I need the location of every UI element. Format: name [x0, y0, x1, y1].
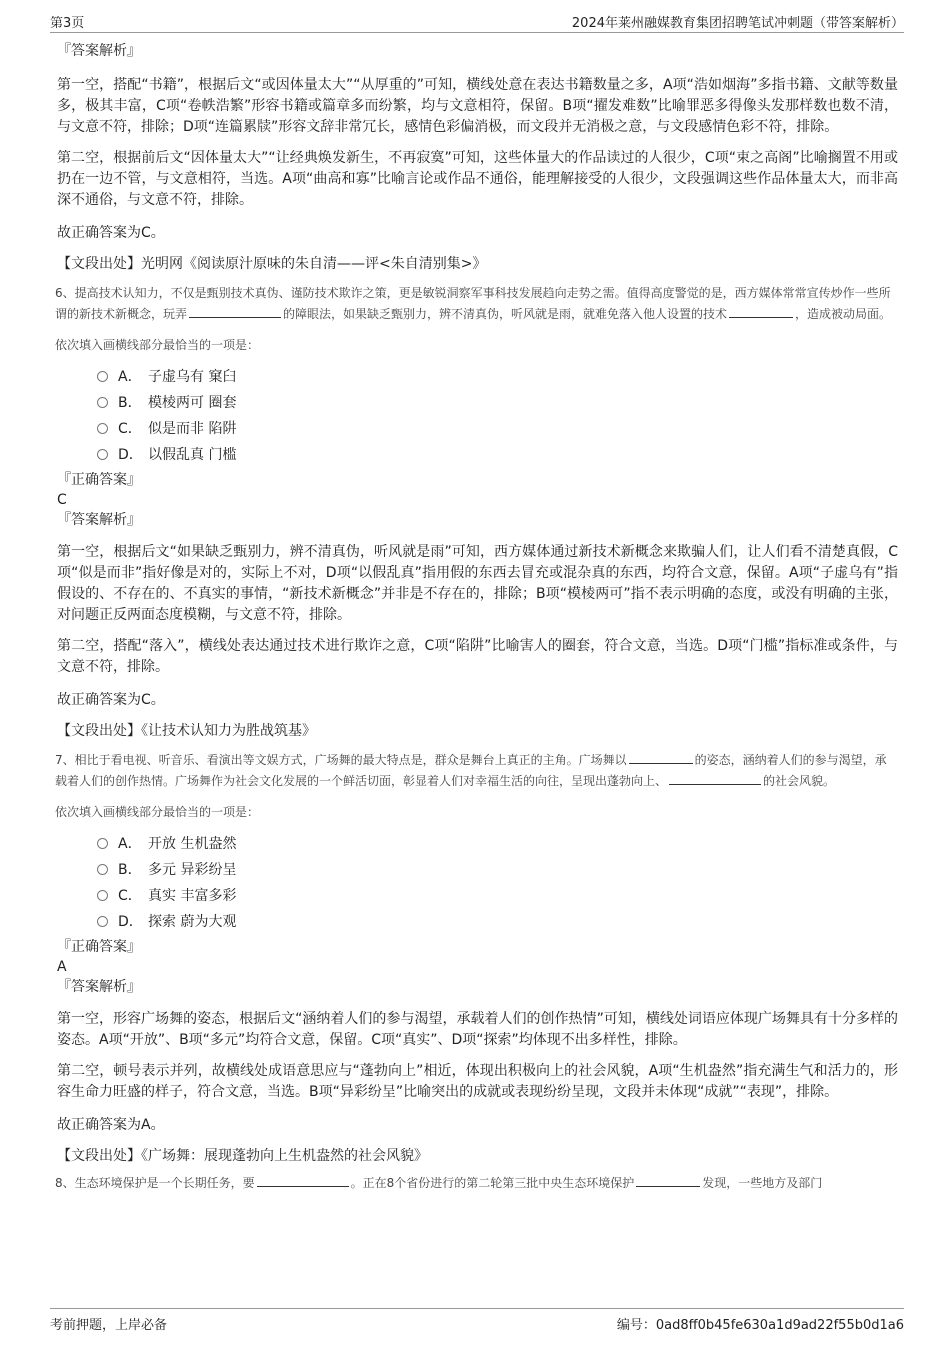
radio-icon[interactable]	[97, 449, 108, 460]
correct-answer-value: C	[57, 492, 67, 508]
page-footer	[50, 1308, 904, 1331]
analysis-label: 『答案解析』	[57, 512, 141, 528]
answer-blank	[636, 1173, 700, 1187]
radio-icon[interactable]	[97, 423, 108, 434]
conclusion: 故正确答案为C。	[57, 225, 165, 241]
analysis-paragraph: 第一空，形容广场舞的姿态，根据后文“涵纳着人们的参与渴望，承载着人们的创作热情”可知，横线处词语应体现广场舞具有十分多样的姿态。A项“开放”、B项“多元”均符合文意，保留。C项“真实”、D项“探索”均体现不出多样性，排除。	[57, 1011, 898, 1048]
question-6-stem: 6、提高技术认知力，不仅是甄别技术真伪、谨防技术欺诈之策，更是敏锐洞察军事科技发展趋向走势之需。值得高度警觉的是，西方媒体常常宣传炒作一些所谓的新技术新概念，玩弄 的障眼法，如果缺乏甄别力，辨不清真伪，听风就是雨，就难免落入他人设置的技术 ，造成被动局面。	[55, 286, 892, 321]
answer-blank	[729, 304, 793, 318]
option-c[interactable]: C． 似是而非 陷阱	[97, 416, 898, 442]
analysis-label: 『答案解析』	[57, 979, 141, 995]
correct-answer-label: 『正确答案』	[57, 939, 141, 955]
question-7-options	[97, 831, 898, 935]
option-c[interactable]: C． 真实 丰富多彩	[97, 883, 898, 909]
source-label: 【文段出处】	[57, 723, 141, 739]
page-content	[57, 40, 898, 1194]
footer-slogan: 考前押题，上岸必备	[50, 1318, 168, 1333]
analysis-label: 『答案解析』	[57, 43, 141, 59]
radio-icon[interactable]	[97, 916, 108, 927]
analysis-paragraph: 第一空，搭配“书籍”，根据后文“或因体量太大”“从厚重的”可知，横线处意在表达书籍数量之多，A项“浩如烟海”多指书籍、文献等数量多，极其丰富，C项“卷帙浩繁”形容书籍或篇章多而纷繁，均与文意相符，保留。B项“擢发难数”比喻罪恶多得像头发那样数也数不清，与文意不符，排除；D项“连篇累牍”形容文辞非常冗长，感情色彩偏消极，而文段并无消极之意，与文段感情色彩不符，排除。	[57, 77, 898, 135]
option-a[interactable]: A． 开放 生机盎然	[97, 831, 898, 857]
radio-icon[interactable]	[97, 838, 108, 849]
conclusion: 故正确答案为A。	[57, 1117, 165, 1133]
answer-blank	[629, 750, 693, 764]
question-6-hint: 依次填入画横线部分最恰当的一项是：	[55, 338, 260, 352]
answer-blank	[669, 771, 761, 785]
correct-answer-value: A	[57, 959, 67, 975]
answer-blank	[189, 304, 281, 318]
analysis-paragraph: 第二空，根据前后文“因体量太大”“让经典焕发新生，不再寂寞”可知，这些体量大的作品读过的人很少，C项“束之高阁”比喻搁置不用或扔在一边不管，与文意相符，当选。A项“曲高和寡”比喻言论或作品不通俗，能理解接受的人很少，文段强调这些作品体量太大，而非高深不通俗，与文意不符，排除。	[57, 150, 898, 208]
page-number: 第3页	[50, 16, 85, 31]
page-header	[50, 12, 904, 33]
correct-answer-label: 『正确答案』	[57, 472, 141, 488]
analysis-paragraph: 第二空，搭配“落入”，横线处表达通过技术进行欺诈之意，C项“陷阱”比喻害人的圈套，符合文意，当选。D项“门槛”指标准或条件，与文意不符，排除。	[57, 638, 898, 675]
answer-blank	[257, 1173, 349, 1187]
radio-icon[interactable]	[97, 864, 108, 875]
radio-icon[interactable]	[97, 397, 108, 408]
source-line	[57, 253, 898, 275]
source-text: 《让技术认知力为胜战筑基》	[141, 723, 316, 739]
source-label: 【文段出处】	[57, 1148, 141, 1164]
radio-icon[interactable]	[97, 371, 108, 382]
document-code: 编号：0ad8ff0b45fe630a1d9ad22f55b0d1a6	[616, 1318, 904, 1333]
option-a[interactable]: A． 子虚乌有 窠臼	[97, 364, 898, 390]
radio-icon[interactable]	[97, 890, 108, 901]
source-line	[57, 1145, 898, 1167]
source-line	[57, 720, 898, 742]
source-text: 《广场舞：展现蓬勃向上生机盎然的社会风貌》	[141, 1148, 428, 1164]
option-b[interactable]: B． 多元 异彩纷呈	[97, 857, 898, 883]
source-label: 【文段出处】	[57, 256, 141, 272]
conclusion: 故正确答案为C。	[57, 692, 165, 708]
option-d[interactable]: D． 探索 蔚为大观	[97, 909, 898, 935]
question-7-hint: 依次填入画横线部分最恰当的一项是：	[55, 805, 260, 819]
option-d[interactable]: D． 以假乱真 门槛	[97, 442, 898, 468]
analysis-paragraph: 第二空，顿号表示并列，故横线处成语意思应与“蓬勃向上”相近，体现出积极向上的社会风貌，A项“生机盎然”指充满生气和活力的，形容生命力旺盛的样子，符合文意，当选。B项“异彩纷呈”比喻突出的成就或表现纷纷呈现，文段并未体现“成就”“表现”，排除。	[57, 1063, 898, 1100]
question-6-options	[97, 364, 898, 468]
option-b[interactable]: B． 模棱两可 圈套	[97, 390, 898, 416]
question-8-stem: 8、生态环境保护是一个长期任务，要 。正在8个省份进行的第二轮第三批中央生态环境保护 发现，一些地方及部门	[55, 1173, 898, 1194]
analysis-paragraph: 第一空，根据后文“如果缺乏甄别力，辨不清真伪，听风就是雨”可知，西方媒体通过新技术新概念来欺骗人们，让人们看不清楚真假，C项“似是而非”指好像是对的，实际上不对，D项“以假乱真”指用假的东西去冒充或混杂真的东西，均符合文意，保留。A项“子虚乌有”指假设的、不存在的、不真实的事情，“新技术新概念”并非是不存在的，排除；B项“模棱两可”指不表示明确的态度，或没有明确的主张，对问题正反两面态度模糊，与文意不符，排除。	[57, 544, 898, 623]
question-7-stem: 7、相比于看电视、听音乐、看演出等文娱方式，广场舞的最大特点是，群众是舞台上真正的主角。广场舞以 的姿态，涵纳着人们的参与渴望，承载着人们的创作热情。广场舞作为社会文化发展的一个鲜活切面，彰显着人们对幸福生活的向往，呈现出蓬勃向上、 的社会风貌。	[55, 750, 898, 792]
document-title: 2024年莱州融媒教育集团招聘笔试冲刺题（带答案解析）	[571, 16, 904, 31]
source-text: 光明网《阅读原汁原味的朱自清——评<朱自清别集>》	[141, 256, 487, 272]
